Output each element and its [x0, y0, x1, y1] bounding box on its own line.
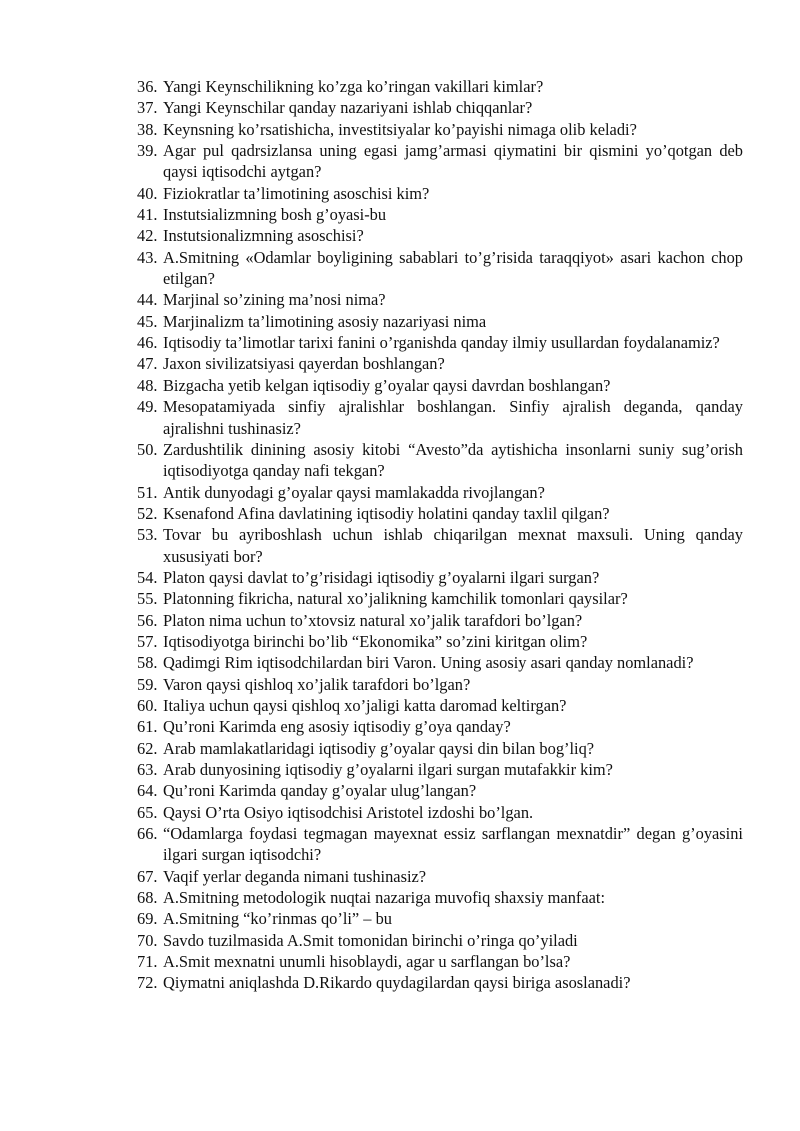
question-text: Qaysi O’rta Osiyo iqtisodchisi Aristotel izdoshi bo’lgan. [163, 802, 534, 822]
question-item [137, 972, 743, 993]
question-text: Vaqif yerlar deganda nimani tushinasiz? [163, 866, 427, 886]
question-item [137, 908, 743, 929]
question-number: 42. [137, 226, 158, 246]
question-text: Instutsionalizmning asoschisi? [163, 226, 364, 246]
question-text: Varon qaysi qishloq xo’jalik tarafdori bo’lgan? [163, 674, 471, 694]
question-item [137, 482, 743, 503]
question-text: Iqtisodiyotga birinchi bo’lib “Ekonomika” so’zini kiritgan olim? [163, 631, 588, 651]
question-item [137, 588, 743, 609]
question-item [137, 524, 743, 567]
question-number: 40. [137, 183, 158, 203]
question-text: Platonning fikricha, natural xo’jalikning kamchilik tomonlari qaysilar? [163, 589, 628, 609]
question-number: 47. [137, 354, 158, 374]
question-number: 65. [137, 802, 158, 822]
question-number: 60. [137, 695, 158, 715]
question-item [137, 823, 743, 866]
question-text: Italiya uchun qaysi qishloq xo’jaligi katta daromad keltirgan? [163, 695, 567, 715]
question-text: Qu’roni Karimda qanday g’oyalar ulug’langan? [163, 781, 477, 801]
question-number: 51. [137, 482, 158, 502]
question-item [137, 375, 743, 396]
question-item [137, 780, 743, 801]
question-number: 64. [137, 781, 158, 801]
question-item [137, 716, 743, 737]
question-number: 66. [137, 824, 158, 844]
question-text: Marjinalizm ta’limotining asosiy nazariyasi nima [163, 311, 487, 331]
question-number: 57. [137, 631, 158, 651]
question-number: 41. [137, 205, 158, 225]
question-item [137, 887, 743, 908]
question-number: 72. [137, 973, 158, 993]
question-text: A.Smitning “ko’rinmas qo’li” – bu [163, 909, 392, 929]
question-item [137, 247, 743, 290]
question-text: Arab dunyosining iqtisodiy g’oyalarni ilgari surgan mutafakkir kim? [163, 760, 613, 779]
question-number: 44. [137, 290, 158, 310]
question-text: Platon qaysi davlat to’g’risidagi iqtisodiy g’oyalarni ilgari surgan? [163, 567, 600, 587]
question-number: 50. [137, 439, 158, 459]
question-number: 54. [137, 567, 158, 587]
question-item [137, 802, 743, 823]
question-text: Yangi Keynschilikning ko’zga ko’ringan vakillari kimlar? [163, 77, 544, 96]
question-number: 48. [137, 375, 158, 395]
question-item [137, 674, 743, 695]
question-text: Tovar bu ayriboshlash uchun ishlab chiqarilgan mexnat maxsuli. Uning qanday xususiyati bor? [163, 525, 743, 566]
question-text: Keynsning ko’rsatishicha, investitsiyalar ko’payishi nimaga olib keladi? [163, 119, 637, 139]
question-text: Qadimgi Rim iqtisodchilardan biri Varon. Uning asosiy asari qanday nomlanadi? [163, 653, 694, 673]
question-text: Jaxon sivilizatsiyasi qayerdan boshlangan? [163, 354, 445, 374]
question-item [137, 183, 743, 204]
question-number: 36. [137, 77, 158, 96]
question-text: Instutsializmning bosh g’oyasi-bu [163, 205, 387, 225]
question-item [137, 866, 743, 887]
question-item [137, 97, 743, 118]
question-number: 37. [137, 98, 158, 118]
question-number: 68. [137, 888, 158, 908]
question-number: 55. [137, 589, 158, 609]
question-item [137, 311, 743, 332]
question-number: 46. [137, 333, 158, 353]
question-text: Bizgacha yetib kelgan iqtisodiy g’oyalar qaysi davrdan boshlangan? [163, 375, 611, 395]
question-text: Fiziokratlar ta’limotining asoschisi kim? [163, 183, 430, 203]
question-number: 52. [137, 503, 158, 523]
question-number: 53. [137, 525, 158, 545]
question-number: 45. [137, 311, 158, 331]
question-number: 58. [137, 653, 158, 673]
question-text: Agar pul qadrsizlansa uning egasi jamg’armasi qiymatini bir qismini yo’qotgan deb qaysi iqtisodchi aytgan? [163, 141, 743, 182]
question-number: 63. [137, 760, 158, 779]
question-item [137, 567, 743, 588]
question-item [137, 652, 743, 673]
question-text: Mesopatamiyada sinfiy ajralishlar boshlangan. Sinfiy ajralish deganda, qanday ajralishni tushinasiz? [163, 397, 743, 438]
question-item [137, 353, 743, 374]
question-item [137, 332, 743, 353]
question-item [137, 695, 743, 716]
question-text: Savdo tuzilmasida A.Smit tomonidan birinchi o’ringa qo’yiladi [163, 930, 578, 950]
question-item [137, 204, 743, 225]
question-item [137, 930, 743, 951]
question-number: 56. [137, 610, 158, 630]
question-list [137, 76, 743, 994]
question-number: 59. [137, 674, 158, 694]
question-number: 61. [137, 717, 158, 737]
question-text: A.Smit mexnatni unumli hisoblaydi, agar u sarflangan bo’lsa? [163, 952, 571, 972]
question-item [137, 951, 743, 972]
question-number: 67. [137, 866, 158, 886]
question-number: 69. [137, 909, 158, 929]
question-item [137, 76, 743, 97]
question-text: Yangi Keynschilar qanday nazariyani ishlab chiqqanlar? [163, 98, 533, 118]
question-text: A.Smitning metodologik nuqtai nazariga muvofiq shaxsiy manfaat: [163, 888, 606, 908]
question-number: 49. [137, 397, 158, 417]
question-text: Iqtisodiy ta’limotlar tarixi fanini o’rganishda qanday ilmiy usullardan foydalanamiz? [163, 333, 720, 353]
question-text: Antik dunyodagi g’oyalar qaysi mamlakadda rivojlangan? [163, 482, 545, 502]
question-item [137, 289, 743, 310]
question-item [137, 396, 743, 439]
question-number: 70. [137, 930, 158, 950]
question-text: Qiymatni aniqlashda D.Rikardo quydagilardan qaysi biriga asoslanadi? [163, 973, 631, 993]
question-text: Zardushtilik dinining asosiy kitobi “Avesto”da aytishicha insonlarni suniy sug’orish iqtisodiyotga qanday nafi tekgan? [163, 439, 743, 481]
question-number: 39. [137, 141, 158, 161]
question-item [137, 225, 743, 246]
question-item [137, 439, 743, 482]
question-text: Platon nima uchun to’xtovsiz natural xo’jalik tarafdori bo’lgan? [163, 610, 583, 630]
question-number: 38. [137, 119, 158, 139]
question-item [137, 119, 743, 140]
question-text: Qu’roni Karimda eng asosiy iqtisodiy g’oya qanday? [163, 717, 511, 737]
question-number: 43. [137, 247, 158, 267]
question-item [137, 503, 743, 524]
question-item [137, 140, 743, 183]
question-text: “Odamlarga foydasi tegmagan mayexnat essiz sarflangan mexnatdir” degan g’oyasini ilgari surgan iqtisodchi? [163, 824, 743, 865]
question-text: Arab mamlakatlaridagi iqtisodiy g’oyalar qaysi din bilan bog’liq? [163, 738, 595, 758]
question-item [137, 631, 743, 652]
question-number: 71. [137, 952, 158, 972]
question-text: Marjinal so’zining ma’nosi nima? [163, 290, 386, 310]
question-item [137, 738, 743, 759]
question-item [137, 759, 743, 780]
question-text: Ksenafond Afina davlatining iqtisodiy holatini qanday taxlil qilgan? [163, 503, 610, 523]
question-number: 62. [137, 738, 158, 758]
question-text: A.Smitning «Odamlar boyligining sabablari to’g’risida taraqqiyot» asari kachon chop etilgan? [163, 247, 743, 289]
question-item [137, 610, 743, 631]
